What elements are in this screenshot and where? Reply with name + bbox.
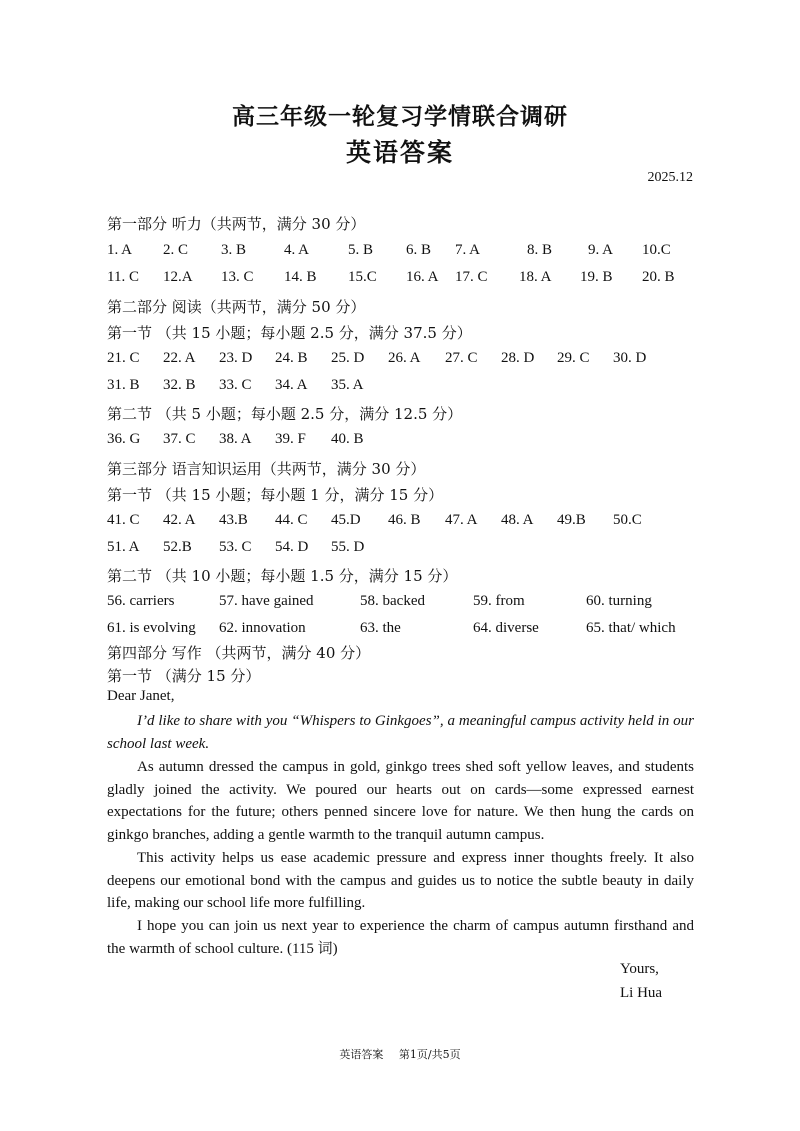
answer-item: 52.B — [163, 539, 192, 555]
answer-item: 55. D — [331, 539, 365, 555]
answer-item: 50.C — [613, 512, 642, 528]
answer-item: 37. C — [163, 431, 196, 447]
answer-item: 56. carriers — [107, 593, 175, 609]
answer-item: 27. C — [445, 350, 478, 366]
answer-item: 38. A — [219, 431, 252, 447]
answer-item: 3. B — [221, 242, 247, 258]
letter-paragraph-1: As autumn dressed the campus in gold, ginkgo trees shed soft yellow leaves, and students gladly joined the activity. We poured our hearts out on cards—some expressed earnest expectations for the future; others penned sincere love for nature. We then hung the cards on ginkgo branches, adding a gentle warmth to the tranquil autumn campus. — [107, 759, 694, 843]
letter-closing: Yours, — [620, 961, 659, 977]
answer-item: 17. C — [455, 269, 488, 285]
answer-item: 5. B — [348, 242, 374, 258]
part2-heading: 第二部分 阅读（共两节，满分 50 分） — [107, 298, 366, 316]
answer-item: 1. A — [107, 242, 133, 258]
part3-section1-heading: 第一节 （共 15 小题；每小题 1 分，满分 15 分） — [107, 486, 444, 504]
answer-item: 58. backed — [360, 593, 425, 609]
answer-item: 30. D — [613, 350, 647, 366]
letter-paragraph-2: This activity helps us ease academic pressure and express inner thoughts freely. It also deepens our emotional bond with the campus and guides us to notice the subtle beauty in daily life, making our school life more fulfilling. — [107, 850, 694, 912]
answer-item: 43.B — [219, 512, 248, 528]
answer-item: 60. turning — [586, 593, 652, 609]
part1-heading: 第一部分 听力（共两节，满分 30 分） — [107, 215, 366, 233]
answer-item: 23. D — [219, 350, 253, 366]
answer-item: 20. B — [642, 269, 675, 285]
answer-item: 4. A — [284, 242, 310, 258]
answer-item: 19. B — [580, 269, 613, 285]
page-title: 高三年级一轮复习学情联合调研 — [232, 103, 568, 130]
part4-section1-heading: 第一节 （满分 15 分） — [107, 667, 261, 685]
answer-item: 39. F — [275, 431, 306, 447]
letter-greeting: Dear Janet, — [107, 688, 175, 704]
answer-item: 16. A — [406, 269, 439, 285]
answer-item: 6. B — [406, 242, 432, 258]
answer-item: 14. B — [284, 269, 317, 285]
letter-signature: Li Hua — [620, 985, 663, 1001]
answer-item: 54. D — [275, 539, 309, 555]
answer-item: 10.C — [642, 242, 671, 258]
answer-item: 36. G — [107, 431, 141, 447]
answer-item: 61. is evolving — [107, 620, 196, 636]
answer-item: 9. A — [588, 242, 614, 258]
answer-item: 40. B — [331, 431, 364, 447]
answer-item: 18. A — [519, 269, 552, 285]
letter-intro: I’d like to share with you “Whispers to Ginkgoes”, a meaningful campus activity held in our school last week. — [107, 713, 694, 752]
answer-item: 41. C — [107, 512, 140, 528]
answer-item: 65. that/ which — [586, 620, 676, 636]
page-number: 第1页/共5页 — [398, 1048, 461, 1061]
answer-item: 31. B — [107, 377, 140, 393]
answer-item: 44. C — [275, 512, 308, 528]
answer-item: 64. diverse — [473, 620, 539, 636]
answer-item: 25. D — [331, 350, 365, 366]
answer-item: 51. A — [107, 539, 140, 555]
answer-item: 45.D — [331, 512, 361, 528]
answer-item: 63. the — [360, 620, 401, 636]
part3-heading: 第三部分 语言知识运用（共两节，满分 30 分） — [107, 460, 426, 478]
answer-item: 62. innovation — [219, 620, 306, 636]
answer-item: 59. from — [473, 593, 525, 609]
answer-item: 57. have gained — [219, 593, 314, 609]
answer-item: 22. A — [163, 350, 196, 366]
footer-label: 英语答案 — [339, 1048, 384, 1061]
answer-item: 11. C — [107, 269, 139, 285]
answer-item: 48. A — [501, 512, 534, 528]
answer-item: 49.B — [557, 512, 586, 528]
answer-item: 53. C — [219, 539, 252, 555]
answer-item: 26. A — [388, 350, 421, 366]
answer-item: 32. B — [163, 377, 196, 393]
answer-item: 46. B — [388, 512, 421, 528]
answer-item: 28. D — [501, 350, 535, 366]
answer-item: 8. B — [527, 242, 553, 258]
answer-item: 29. C — [557, 350, 590, 366]
part4-heading: 第四部分 写作 （共两节，满分 40 分） — [107, 644, 371, 662]
answer-item: 13. C — [221, 269, 254, 285]
page-footer — [0, 1046, 800, 1062]
answer-item: 12.A — [163, 269, 193, 285]
answer-item: 15.C — [348, 269, 377, 285]
answer-item: 47. A — [445, 512, 478, 528]
letter-paragraph-3: I hope you can join us next year to experience the charm of campus autumn firsthand and the warmth of school culture. (115 词) — [107, 918, 694, 957]
page-subtitle: 英语答案 — [345, 138, 454, 167]
answer-item: 21. C — [107, 350, 140, 366]
answer-item: 33. C — [219, 377, 252, 393]
answer-item: 34. A — [275, 377, 308, 393]
exam-date: 2025.12 — [647, 170, 693, 185]
answer-item: 35. A — [331, 377, 364, 393]
part2-section1-heading: 第一节 （共 15 小题；每小题 2.5 分，满分 37.5 分） — [107, 324, 472, 342]
answer-item: 7. A — [455, 242, 481, 258]
answer-item: 2. C — [163, 242, 189, 258]
part3-section2-heading: 第二节 （共 10 小题；每小题 1.5 分，满分 15 分） — [107, 567, 458, 585]
answer-item: 24. B — [275, 350, 308, 366]
answer-item: 42. A — [163, 512, 196, 528]
part2-section2-heading: 第二节 （共 5 小题；每小题 2.5 分，满分 12.5 分） — [107, 405, 463, 423]
